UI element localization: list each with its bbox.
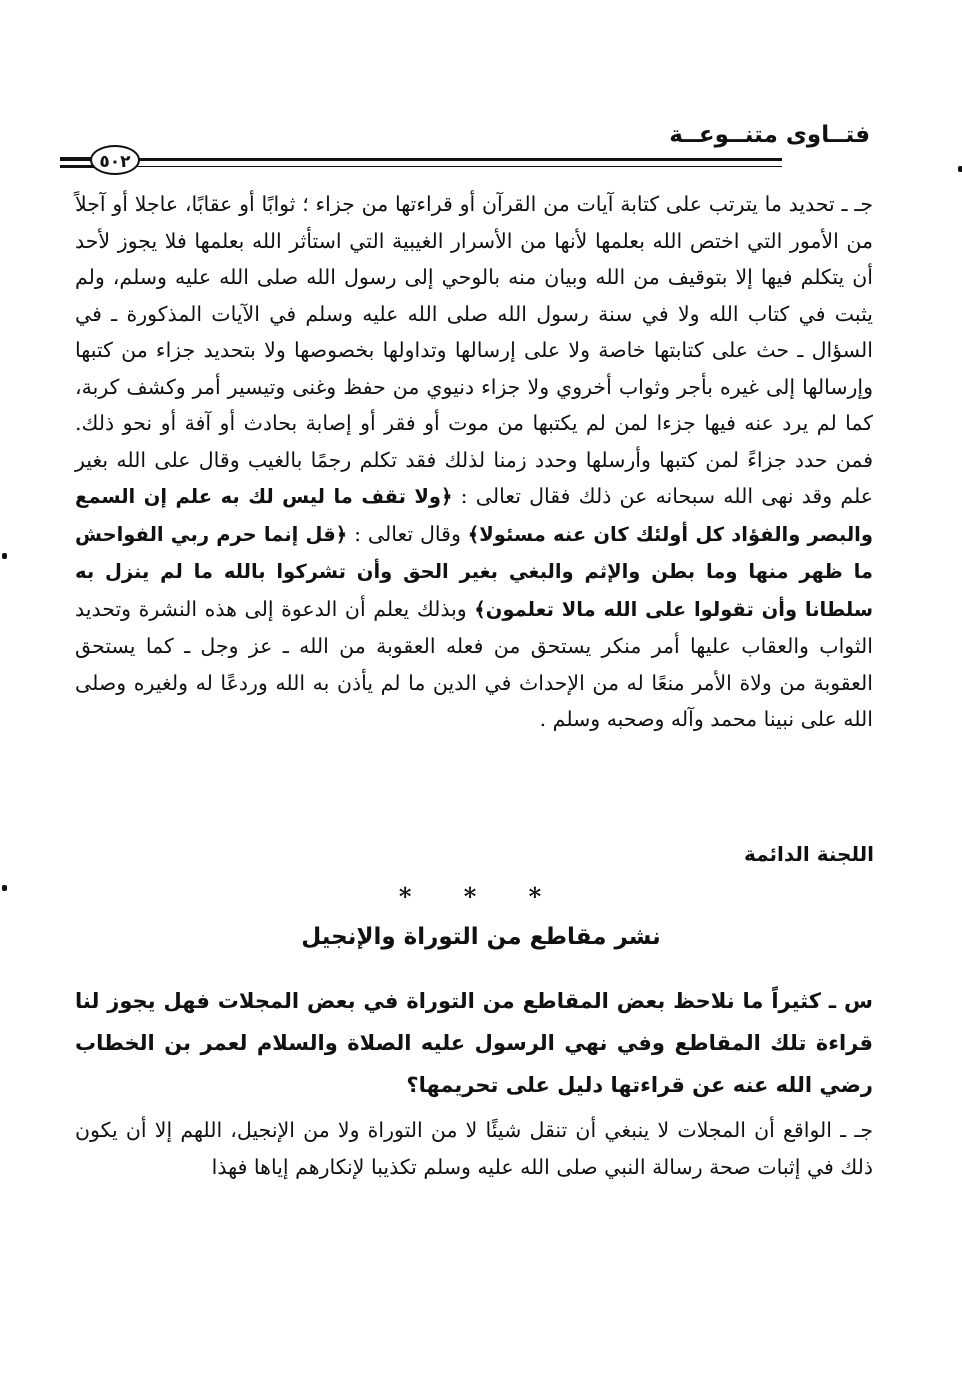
header-rule [60,158,782,167]
answer-text: وقال تعالى : [347,521,468,546]
quran-verse: ﴿ولا تقف ما ليس لك به علم إن السمع والبصر والفؤاد كل أولئك كان عنه مسئولا﴾ [75,485,873,546]
answer-text: جـ ـ تحديد ما يترتب على كتابة آيات من القرآن أو قراءتها من جزاء ؛ ثوابًا أو عقابًا، عاجلا أو آجلاً من الأمور التي اختص الله بعلمها لأنها من الأسرار الغيبية التي استأثر الله بعلمها فلا يجوز لأحد أن يتكلم فيها إلا بتوقيف من الله وبيان منه بالوحي إلى رسول الله صلى الله عليه وسلم، ولم يثبت في كتاب الله ولا في سنة رسول الله صلى الله عليه وسلم في الآيات المذكورة ـ في السؤال ـ حث على كتابتها خاصة ولا على إرسالها وتداولها بخصوصها ولا بتحديد جزاء من كتبها وإرسالها إلى غيره بأجر وثواب أخروي ولا جزاء دنيوي من حفظ وغنى وتيسير أمر وكشف كربة، كما لم يرد عنه فيها جزءا لمن لم يكتبها من موت أو فقر أو إصابة بحادث أو آفة أو نحو ذلك. فمن حدد جزاءً لمن كتبها وأرسلها وحدد زمنا لذلك فقد تكلم رجمًا بالغيب وقال على الله بغير علم وقد نهى الله سبحانه عن ذلك فقال تعالى : [75,192,873,508]
signature: اللجنة الدائمة [743,842,874,866]
section-heading: نشر مقاطع من التوراة والإنجيل [301,924,661,950]
page-header [60,118,870,178]
scan-mark [2,885,7,891]
section-separator: * * * [398,882,564,911]
question-paragraph: س ـ كثيراً ما نلاحظ بعض المقاطع من التوراة في بعض المجلات فهل يجوز لنا قراءة تلك المقاطع وفي نهي الرسول عليه الصلاة والسلام لعمر بن الخطاب رضي الله عنه عن قراءتها دليل على تحريمها؟ [75,989,873,1097]
answer-text: وبذلك يعلم أن الدعوة إلى هذه النشرة وتحديد الثواب والعقاب عليها أمر منكر يستحق من فعله العقوبة من الله ـ عز وجل ـ كما يستحق العقوبة من ولاة الأمر منعًا له من الإحداث في الدين ما لم يأذن به الله وردعًا له ولغيره وصلى الله على نبينا محمد وآله وصحبه وسلم . [75,596,873,731]
answer-paragraph-1 [75,186,873,738]
page-number-badge [60,143,140,179]
running-title: فتــاوى متنــوعــة [669,122,870,148]
scan-mark [958,166,962,172]
answer-paragraph-2: جـ ـ الواقع أن المجلات لا ينبغي أن تنقل شيئًا لا من التوراة ولا من الإنجيل، اللهم إلا أن يكون ذلك في إثبات صحة رسالة النبي صلى الله عليه وسلم تكذيبا لإنكارهم إياها فهذا [75,1118,873,1179]
scan-mark [2,553,7,559]
page-number: ٥٠٢ [90,145,140,175]
quran-verse: ﴿قل إنما حرم ربي الفواحش ما ظهر منها وما بطن والإثم والبغي بغير الحق وأن تشركوا بالله ما لم ينزل به سلطانا وأن تقولوا على الله مالا تعلمون﴾ [75,522,874,621]
